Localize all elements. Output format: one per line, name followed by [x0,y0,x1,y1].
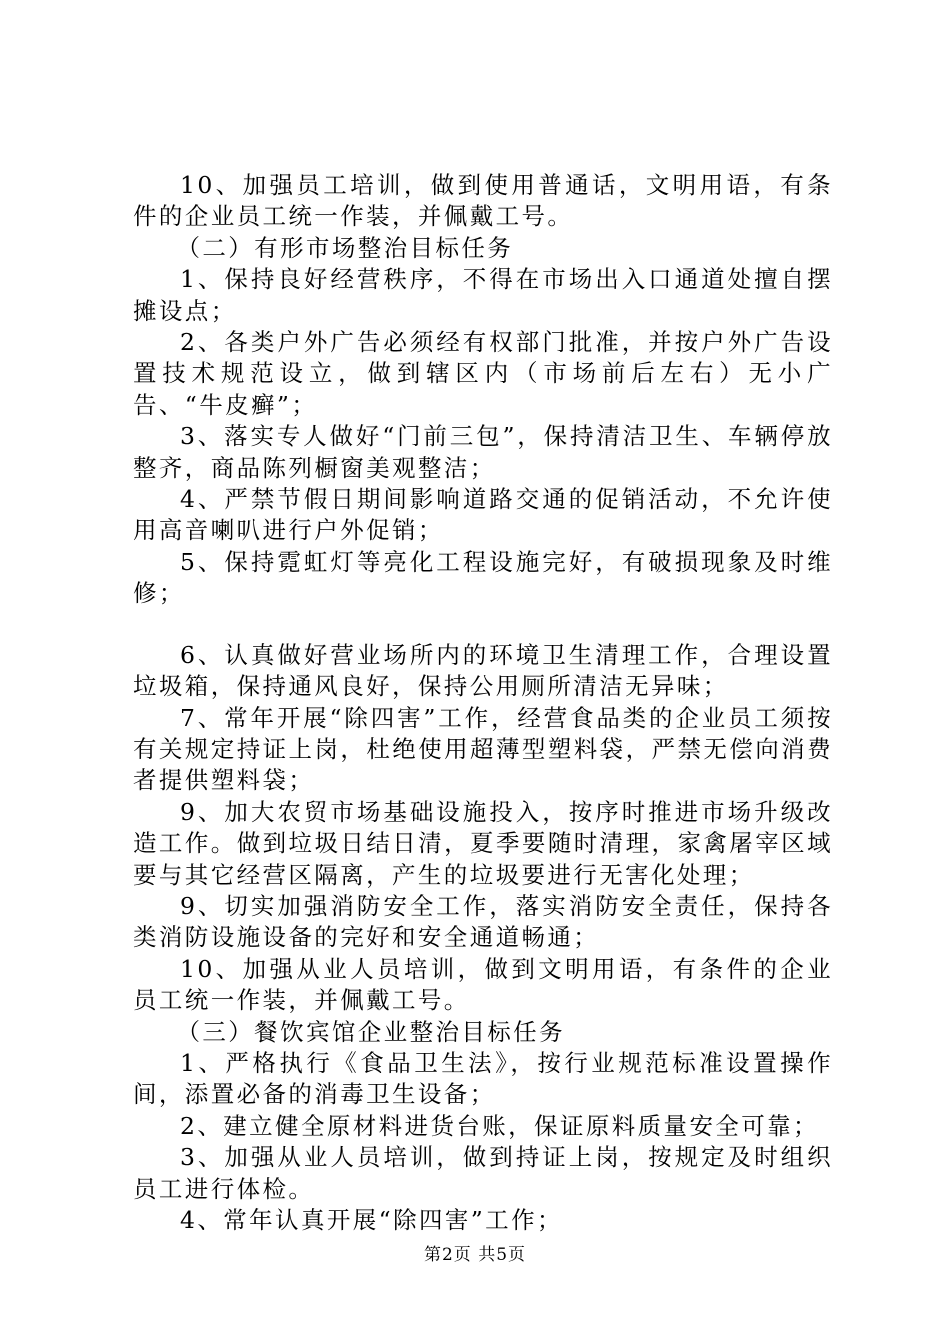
paragraph-market-9a: 9、加大农贸市场基础设施投入，按序时推进市场升级改造工作。做到垃圾日结日清，夏季要随时清理，家禽屠宰区域要与其它经营区隔离，产生的垃圾要进行无害化处理； [133,797,833,889]
paragraph-employee-training: 10、加强员工培训，做到使用普通话，文明用语，有条件的企业员工统一作装，并佩戴工号。 [133,171,833,231]
paragraph-catering-3: 3、加强从业人员培训，做到持证上岗，按规定及时组织员工进行体检。 [133,1143,833,1203]
section-heading-catering: （三）餐饮宾馆企业整治目标任务 [176,1017,565,1046]
paragraph-market-5: 5、保持霓虹灯等亮化工程设施完好，有破损现象及时维修； [133,547,833,608]
document-body [133,170,833,1236]
paragraph-market-1: 1、保持良好经营秩序，不得在市场出入口通道处擅自摆摊设点； [133,265,833,325]
paragraph-market-2: 2、各类户外广告必须经有权部门批准，并按户外广告设置技术规范设立，做到辖区内（市场前后左右）无小广告、“牛皮癣”； [133,328,833,419]
section-heading-market: （二）有形市场整治目标任务 [176,233,514,262]
paragraph-market-9b: 9、切实加强消防安全工作，落实消防安全责任，保持各类消防设施设备的完好和安全通道畅通； [133,891,833,952]
paragraph-catering-1: 1、严格执行《食品卫生法》，按行业规范标准设置操作间，添置必备的消毒卫生设备； [133,1048,833,1109]
paragraph-market-4: 4、严禁节假日期间影响道路交通的促销活动，不允许使用高音喇叭进行户外促销； [133,485,833,545]
paragraph-market-3: 3、落实专人做好“门前三包”，保持清洁卫生、车辆停放整齐，商品陈列橱窗美观整洁； [133,422,833,482]
paragraph-market-10: 10、加强从业人员培训，做到文明用语，有条件的企业员工统一作装，并佩戴工号。 [133,954,833,1015]
paragraph-catering-4: 4、常年认真开展“除四害”工作； [180,1206,563,1234]
page-number-footer: 第2页 共5页 [423,1245,527,1265]
paragraph-market-7: 7、常年开展“除四害”工作，经营食品类的企业员工须按有关规定持证上岗，杜绝使用超薄型塑料袋，严禁无偿向消费者提供塑料袋； [133,703,833,795]
paragraph-catering-2: 2、建立健全原材料进货台账，保证原料质量安全可靠； [180,1111,819,1140]
paragraph-market-6: 6、认真做好营业场所内的环境卫生清理工作，合理设置垃圾箱，保持通风良好，保持公用厕所清洁无异味； [133,640,833,701]
